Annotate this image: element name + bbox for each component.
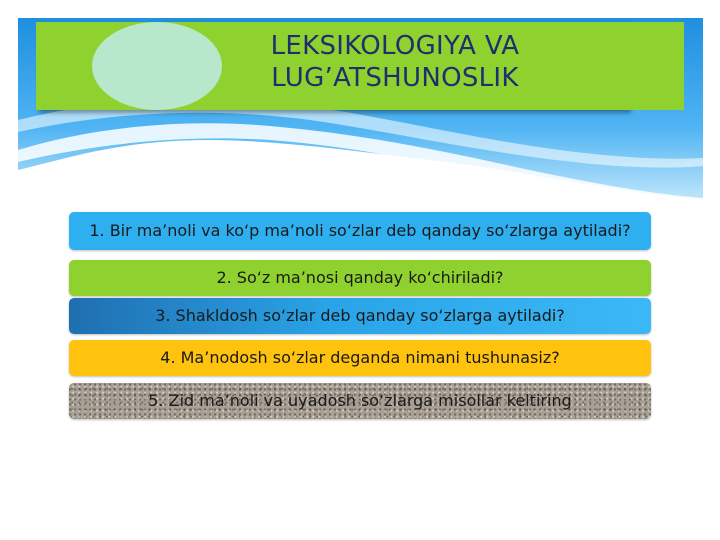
question-item-1	[69, 212, 651, 250]
question-text-4: 4. Ma’nodosh so‘zlar deganda nimani tushunasiz?	[160, 348, 560, 367]
question-text-2: 2. So‘z ma’nosi qanday ko‘chiriladi?	[216, 268, 504, 287]
question-text-1: 1. Bir ma’noli va ko‘p ma’noli so‘zlar deb qanday so‘zlarga aytiladi?	[89, 221, 631, 240]
slide-title-line-2: LUG’ATSHUNOSLIK	[271, 63, 519, 93]
question-item-5	[69, 383, 651, 419]
question-item-3	[69, 298, 651, 334]
question-item-2	[69, 260, 651, 296]
slide-title-line-1: LEKSIKOLOGIYA VA	[270, 31, 520, 61]
question-item-4	[69, 340, 651, 376]
title-banner-extension	[628, 22, 684, 110]
question-text-5: 5. Zid ma’noli va uyadosh so‘zlarga misollar keltiring	[148, 391, 572, 410]
slide-title	[240, 30, 550, 94]
decorative-oval	[92, 22, 222, 110]
question-text-3: 3. Shakldosh so‘zlar deb qanday so‘zlarga aytiladi?	[155, 306, 565, 325]
